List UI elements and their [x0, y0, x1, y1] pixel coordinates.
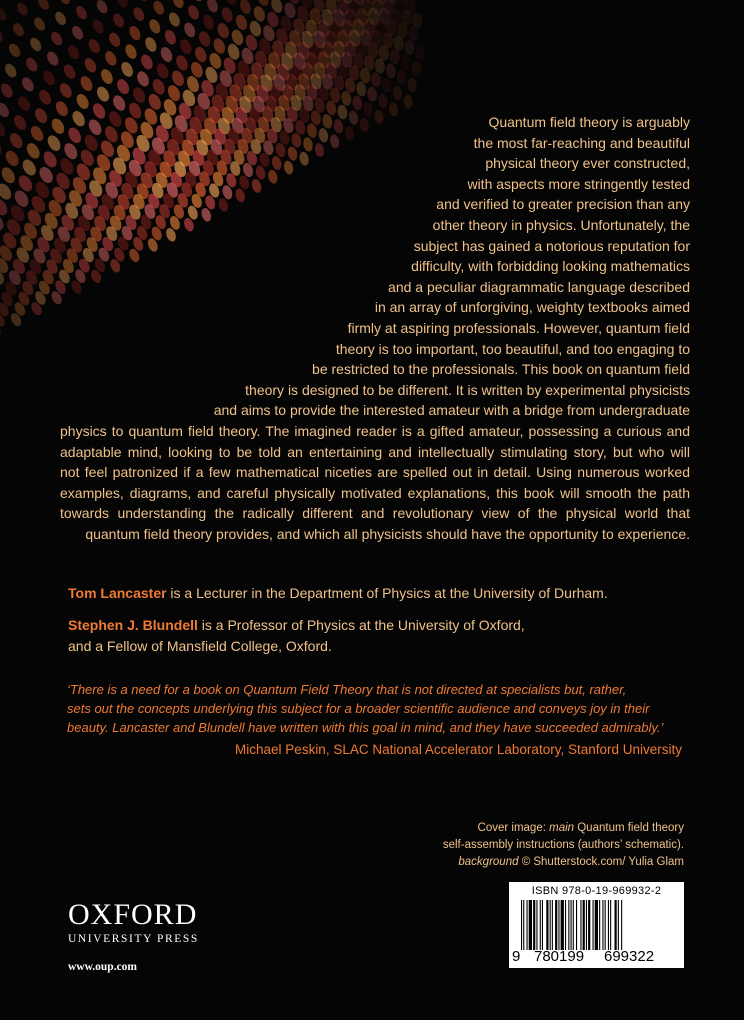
background-dot [0, 27, 5, 44]
barcode-bar [555, 900, 557, 950]
barcode-digits [509, 948, 684, 966]
background-dot [57, 81, 74, 100]
barcode-digits-right: 699322 [604, 948, 655, 965]
background-dot [174, 53, 190, 72]
background-dot [139, 53, 155, 72]
author-bio-lancaster: Tom Lancaster is a Lecturer in the Department of Physics at the University of Durham. [68, 585, 608, 601]
publisher-name: OXFORD [68, 898, 198, 931]
background-dot [178, 37, 194, 56]
blurb-line: physical theory ever constructed, [485, 155, 690, 172]
barcode-bar [536, 900, 537, 950]
oxford-university-press-logo [68, 900, 199, 945]
background-dot [45, 50, 61, 68]
background-dot [74, 4, 89, 21]
background-dot [0, 81, 15, 99]
barcode-bar [595, 900, 598, 950]
background-dot [238, 0, 253, 16]
barcode-bar [523, 900, 524, 950]
author-name: Stephen J. Blundell [68, 617, 198, 633]
blurb-line: and verified to greater precision than any [436, 196, 690, 213]
background-dot [0, 101, 12, 120]
background-dot [351, 95, 363, 111]
background-dot [411, 61, 422, 76]
background-dot [66, 43, 82, 61]
background-dot [115, 77, 132, 96]
background-dot [385, 63, 397, 79]
background-dot [131, 5, 146, 22]
isbn-barcode [509, 882, 684, 968]
blurb-line: theory is designed to be different. It is written by experimental physicists [245, 381, 690, 398]
barcode-bar [552, 900, 553, 950]
barcode-bar [602, 900, 603, 950]
blurb-line: Quantum field theory is arguably [488, 114, 690, 130]
background-dot [0, 165, 18, 186]
background-dot [0, 197, 10, 218]
background-dot [224, 0, 239, 7]
author-name: Tom Lancaster [68, 585, 167, 601]
background-dot [95, 85, 112, 104]
quote-line: ‘There is a need for a book on Quantum Field Theory that is not directed at specialists but, rather, [67, 682, 627, 697]
background-dot [99, 67, 116, 86]
background-dot [197, 30, 213, 49]
background-dot [11, 21, 27, 38]
background-dot [36, 88, 53, 107]
background-dot [216, 21, 231, 40]
background-dot [49, 30, 65, 47]
background-dot [24, 56, 40, 74]
background-dot [15, 94, 32, 113]
author-bio-blundell: Stephen J. Blundell is a Professor of Physics at the University of Oxford, and a Fellow of Mansfield College, Oxford. [68, 617, 525, 654]
barcode-bar [558, 900, 559, 950]
blurb-line: theory is too important, too beautiful, and too engaging to [335, 340, 690, 357]
blurb-line: adaptable mind, looking to be told an entertaining and intellectually stimulating story, but who will [60, 443, 690, 460]
publisher-url: www.oup.com [68, 961, 138, 973]
blurb-line: quantum field theory provides, and which all physicists should have the opportunity to experience. [85, 525, 690, 542]
background-dot [70, 24, 86, 41]
barcode-bar [593, 900, 594, 950]
background-dot [32, 16, 47, 33]
barcode-bar [521, 900, 522, 950]
barcode-bar [561, 900, 564, 950]
blurb-line: towards understanding the radically different and revolutionary view of the physical world that [60, 505, 690, 522]
background-dot [414, 45, 425, 61]
background-dot [147, 18, 162, 36]
barcode-bar [605, 900, 606, 950]
background-dot [211, 37, 227, 56]
background-dot [201, 13, 216, 31]
background-dot [190, 0, 205, 3]
background-dot [381, 78, 392, 94]
background-dot [11, 113, 28, 132]
blurb-text [60, 112, 690, 544]
background-dot [220, 6, 235, 24]
background-dot [20, 157, 39, 178]
barcode-bar [571, 900, 572, 950]
background-dot [396, 69, 407, 85]
background-dot [150, 77, 167, 96]
blurb-line: not feel patronized if a few mathematical niceties are spelled out in detail. Using numerous worked [60, 464, 690, 481]
barcode-bar [568, 900, 569, 950]
background-dot [234, 13, 249, 31]
publisher-subtitle: UNIVERSITY PRESS [68, 933, 199, 945]
barcode-bar [615, 900, 617, 950]
background-dot [143, 35, 159, 53]
background-dot [400, 54, 411, 70]
blurb-line: physics to quantum field theory. The imagined reader is a gifted amateur, possessing a curious and [60, 422, 690, 439]
blurb-line: firmly at aspiring professionals. However, quantum field [347, 319, 690, 336]
background-dot [119, 60, 135, 79]
isbn-number: ISBN 978-0-19-969932-2 [531, 885, 662, 897]
background-dot [28, 36, 44, 53]
background-dot [154, 62, 170, 81]
background-dot [370, 72, 382, 88]
blurb-line: and aims to provide the interested amateur with a bridge from undergraduate [213, 402, 690, 419]
background-dot [24, 141, 42, 161]
background-dot [15, 1, 30, 18]
barcode-bar [608, 900, 609, 950]
cover-image-credit: Cover image: main Quantum field theory self-assembly instructions (authors’ schematic). background © Shutterstock.com/ Yulia Glam [442, 822, 684, 868]
barcode-bar [542, 900, 543, 950]
barcode-bar [583, 900, 585, 950]
barcode-bar [580, 900, 581, 950]
background-dot [3, 62, 19, 80]
background-dot [252, 5, 267, 23]
background-dot [182, 21, 197, 39]
blurb-line: examples, diagrams, and careful physically motivated explanations, this book will smooth the path [60, 484, 690, 501]
background-dot [377, 93, 388, 108]
blurb-line: other theory in physics. Unfortunately, the [432, 216, 690, 233]
background-dot [107, 31, 123, 49]
background-dot [82, 56, 98, 74]
background-dot [74, 92, 91, 111]
background-dot [53, 10, 68, 27]
background-dot [158, 45, 174, 64]
background-dot [0, 120, 8, 139]
background-dot [0, 138, 4, 158]
quote-line: beauty. Lancaster and Blundell have written with this goal in mind, and they have succeeded admirably.’ [67, 720, 664, 735]
background-dot [186, 4, 201, 22]
barcode-bar [576, 900, 577, 950]
background-dot [111, 12, 126, 29]
barcode-bar [546, 900, 548, 950]
background-dot [36, 0, 51, 12]
blurb-line: in an array of unforgiving, weighty textbooks aimed [374, 299, 690, 316]
background-dot [57, 0, 72, 6]
barcode-bar [588, 900, 590, 950]
background-dot [392, 85, 403, 100]
background-dot [403, 94, 413, 109]
background-dot [170, 69, 186, 88]
background-dot [135, 69, 151, 88]
barcode-bar [610, 900, 611, 950]
background-dot [0, 6, 9, 23]
background-dot [32, 106, 49, 125]
blurb-line: the most far-reaching and beautiful [473, 134, 690, 151]
background-dot [86, 37, 102, 55]
blurb-line: and a peculiar diagrammatic language described [388, 278, 690, 295]
background-dot [404, 39, 416, 55]
background-dot [366, 86, 378, 102]
barcode-bar [540, 900, 541, 950]
background-dot [7, 131, 25, 151]
background-dot [111, 93, 128, 113]
background-dot [0, 47, 1, 64]
barcode-digits-left: 780199 [534, 948, 585, 965]
barcode-bar [527, 900, 528, 950]
quote-line: sets out the concepts underlying this subject for a broader scientific audience and conveys joy in their [67, 701, 650, 716]
barcode-bar [533, 900, 535, 950]
blurb-line: difficulty, with forbidding looking mathematics [411, 258, 690, 275]
background-dot [3, 148, 21, 168]
background-dot [151, 0, 166, 16]
quote-attribution: Michael Peskin, SLAC National Accelerator Laboratory, Stanford University [235, 742, 682, 757]
background-dot [0, 181, 14, 202]
barcode-bar [618, 900, 619, 950]
barcode-bar [565, 900, 566, 950]
blurb-line: subject has gained a notorious reputation for [413, 237, 690, 254]
background-dot [407, 77, 417, 92]
background-dot [20, 75, 37, 93]
barcode-bar [529, 900, 532, 950]
barcode-digit-prefix: 9 [512, 948, 521, 965]
background-dot [62, 63, 78, 81]
barcode-bar [621, 900, 622, 950]
barcode-bar [550, 900, 551, 950]
background-dot [95, 0, 110, 15]
background-dot [127, 24, 142, 42]
background-dot [115, 0, 130, 9]
background-dot [90, 18, 105, 35]
background-dot [167, 11, 182, 29]
blurb-line: be restricted to the professionals. This book on quantum field [312, 361, 690, 378]
barcode-bars [521, 900, 673, 952]
blurb-line: with aspects more stringently tested [467, 175, 690, 192]
background-dot [163, 28, 179, 46]
background-dot [355, 81, 367, 97]
background-dot [41, 69, 57, 87]
background-dot [7, 42, 23, 59]
background-dot [123, 42, 139, 60]
barcode-bar [573, 900, 574, 950]
barcode-bar [599, 900, 600, 950]
background-dot [41, 149, 59, 170]
background-dot [131, 85, 148, 104]
background-dot [28, 124, 46, 144]
background-dot [171, 0, 186, 10]
background-dot [78, 74, 95, 93]
review-quote [67, 680, 692, 737]
background-dot [103, 49, 119, 67]
background-dot [193, 45, 209, 64]
background-dot [135, 0, 150, 3]
barcode-bar [586, 900, 587, 950]
background-dot [205, 0, 220, 14]
